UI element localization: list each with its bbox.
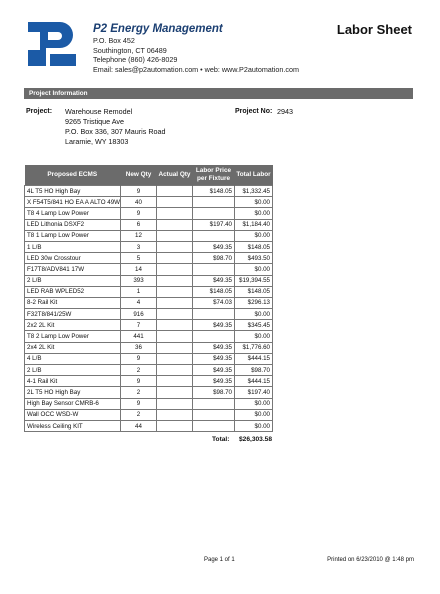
table-cell [157, 197, 193, 208]
table-cell [157, 253, 193, 264]
company-name: P2 Energy Management [93, 23, 223, 35]
table-cell: $0.00 [235, 230, 273, 241]
table-cell: 7 [121, 320, 157, 331]
table-cell [157, 241, 193, 252]
table-cell: 9 [121, 186, 157, 197]
table-cell [193, 309, 235, 320]
table-cell: $0.00 [235, 208, 273, 219]
table-cell: 393 [121, 275, 157, 286]
table-cell: 5 [121, 253, 157, 264]
table-cell [157, 186, 193, 197]
total-value: $26,303.58 [238, 436, 272, 443]
table-cell [193, 208, 235, 219]
table-cell: 2 [121, 387, 157, 398]
table-row [25, 320, 273, 331]
company-address-1: P.O. Box 452 [93, 36, 135, 45]
table-cell [157, 420, 193, 431]
table-cell [157, 353, 193, 364]
table-cell: $49.35 [193, 376, 235, 387]
project-details [65, 107, 166, 147]
table-cell [193, 409, 235, 420]
table-cell: 3 [121, 241, 157, 252]
table-cell [157, 219, 193, 230]
table-cell: $493.50 [235, 253, 273, 264]
table-row [25, 241, 273, 252]
table-cell: LED 30w Crosstour [25, 253, 121, 264]
table-cell: LED RAB WPLED52 [25, 286, 121, 297]
table-cell: 4 L/B [25, 353, 121, 364]
table-row [25, 398, 273, 409]
table-cell: $49.35 [193, 241, 235, 252]
column-header: New Qty [121, 165, 157, 186]
table-cell: 2L T5 HO High Bay [25, 387, 121, 398]
table-cell: 1 L/B [25, 241, 121, 252]
table-cell: 4L T5 HO High Bay [25, 186, 121, 197]
table-cell: Wall OCC WSD-W [25, 409, 121, 420]
project-line: P.O. Box 336, 307 Mauris Road [65, 127, 166, 136]
table-cell: 9 [121, 353, 157, 364]
table-cell: 1 [121, 286, 157, 297]
table-row [25, 309, 273, 320]
project-line: Laramie, WY 18303 [65, 137, 129, 146]
table-cell: LED Lithonia DSXF2 [25, 219, 121, 230]
table-cell: T8 4 Lamp Low Power [25, 208, 121, 219]
table-row [25, 253, 273, 264]
table-cell: $1,776.60 [235, 342, 273, 353]
table-cell: 9 [121, 398, 157, 409]
table-cell [193, 420, 235, 431]
column-header: Proposed ECMS [25, 165, 121, 186]
table-row [25, 387, 273, 398]
table-row [25, 342, 273, 353]
table-cell: 14 [121, 264, 157, 275]
table-cell: 2x4 2L Kit [25, 342, 121, 353]
table-cell: $345.45 [235, 320, 273, 331]
table-cell [193, 230, 235, 241]
project-line: 9265 Tristique Ave [65, 117, 125, 126]
page-number: Page 1 of 1 [204, 557, 235, 563]
table-cell: $49.35 [193, 353, 235, 364]
section-header: Project Information [24, 88, 413, 99]
table-cell: $0.00 [235, 264, 273, 275]
column-header: Labor Price per Fixture [193, 165, 235, 186]
table-row [25, 197, 273, 208]
table-cell: High Bay Sensor CMRB-6 [25, 398, 121, 409]
table-cell: 9 [121, 376, 157, 387]
table-row [25, 286, 273, 297]
labor-table [24, 165, 273, 432]
table-cell: $444.15 [235, 376, 273, 387]
table-row [25, 409, 273, 420]
table-cell: 36 [121, 342, 157, 353]
table-cell: $197.40 [193, 219, 235, 230]
table-cell: X F54T5/841 HO EA A ALTO 49W [25, 197, 121, 208]
table-row [25, 264, 273, 275]
table-row [25, 297, 273, 308]
table-cell: $1,184.40 [235, 219, 273, 230]
table-cell: 2 [121, 409, 157, 420]
p2-logo [26, 20, 78, 68]
table-cell [157, 387, 193, 398]
project-number: 2943 [277, 107, 293, 116]
column-header: Actual Qty [157, 165, 193, 186]
table-cell: $148.05 [235, 241, 273, 252]
table-cell [157, 365, 193, 376]
company-address-2: Southington, CT 06489 [93, 45, 167, 55]
table-cell: 2 L/B [25, 365, 121, 376]
table-cell [157, 297, 193, 308]
table-cell [157, 331, 193, 342]
table-cell: T8 2 Lamp Low Power [25, 331, 121, 342]
table-cell [157, 320, 193, 331]
table-cell: $148.05 [193, 186, 235, 197]
table-cell: F32T8/841/25W [25, 309, 121, 320]
table-row [25, 365, 273, 376]
table-row [25, 353, 273, 364]
table-row [25, 275, 273, 286]
table-cell [193, 197, 235, 208]
table-cell: 441 [121, 331, 157, 342]
table-cell: $0.00 [235, 420, 273, 431]
table-row [25, 376, 273, 387]
table-cell: $148.05 [193, 286, 235, 297]
table-cell [193, 264, 235, 275]
table-cell: $98.70 [193, 253, 235, 264]
table-cell [157, 309, 193, 320]
company-phone: Telephone (860) 426-8029 [93, 55, 178, 65]
table-cell [193, 398, 235, 409]
table-cell: 44 [121, 420, 157, 431]
table-row [25, 420, 273, 431]
table-cell: $49.35 [193, 320, 235, 331]
table-row [25, 230, 273, 241]
table-cell: $0.00 [235, 331, 273, 342]
table-cell [157, 286, 193, 297]
project-number-label: Project No: [235, 108, 273, 115]
table-row [25, 219, 273, 230]
table-cell: $74.03 [193, 297, 235, 308]
printed-date: Printed on 6/23/2010 @ 1:48 pm [327, 557, 414, 563]
table-header-row [25, 165, 273, 186]
table-cell: $197.40 [235, 387, 273, 398]
table-cell: $49.35 [193, 365, 235, 376]
table-cell: 2 L/B [25, 275, 121, 286]
company-info [93, 22, 299, 74]
table-cell: 4 [121, 297, 157, 308]
project-line: Warehouse Remodel [65, 107, 133, 116]
table-cell: $296.13 [235, 297, 273, 308]
table-cell: $148.05 [235, 286, 273, 297]
table-cell: $49.35 [193, 342, 235, 353]
table-cell: $444.15 [235, 353, 273, 364]
table-cell: $0.00 [235, 409, 273, 420]
table-row [25, 331, 273, 342]
company-contact: Email: sales@p2automation.com • web: www.P2automation.com [93, 64, 299, 74]
table-cell [157, 376, 193, 387]
total-label: Total: [212, 436, 230, 443]
table-cell [157, 398, 193, 409]
table-cell: 8-2 Rail Kit [25, 297, 121, 308]
table-cell: $0.00 [235, 309, 273, 320]
table-cell [157, 208, 193, 219]
table-cell: 2 [121, 365, 157, 376]
table-cell: $0.00 [235, 197, 273, 208]
table-cell: 40 [121, 197, 157, 208]
table-cell: 4-1 Rail Kit [25, 376, 121, 387]
table-cell: Wireless Ceiling KIT [25, 420, 121, 431]
table-row [25, 208, 273, 219]
table-cell: $49.35 [193, 275, 235, 286]
table-cell [157, 264, 193, 275]
table-cell: F17T8/ADV841 17W [25, 264, 121, 275]
table-cell [157, 409, 193, 420]
table-cell [193, 331, 235, 342]
table-cell [157, 275, 193, 286]
table-cell: 916 [121, 309, 157, 320]
table-cell [157, 230, 193, 241]
table-cell: 12 [121, 230, 157, 241]
project-label: Project: [26, 108, 53, 115]
document-title: Labor Sheet [336, 22, 412, 37]
table-cell: $98.70 [235, 365, 273, 376]
table-cell: $98.70 [193, 387, 235, 398]
column-header: Total Labor [235, 165, 273, 186]
table-row [25, 186, 273, 197]
table-cell: $1,332.45 [235, 186, 273, 197]
table-cell: 9 [121, 208, 157, 219]
table-cell: $19,394.55 [235, 275, 273, 286]
table-cell: 6 [121, 219, 157, 230]
table-cell: $0.00 [235, 398, 273, 409]
table-cell: 2x2 2L Kit [25, 320, 121, 331]
table-cell [157, 342, 193, 353]
table-cell: T8 1 Lamp Low Power [25, 230, 121, 241]
